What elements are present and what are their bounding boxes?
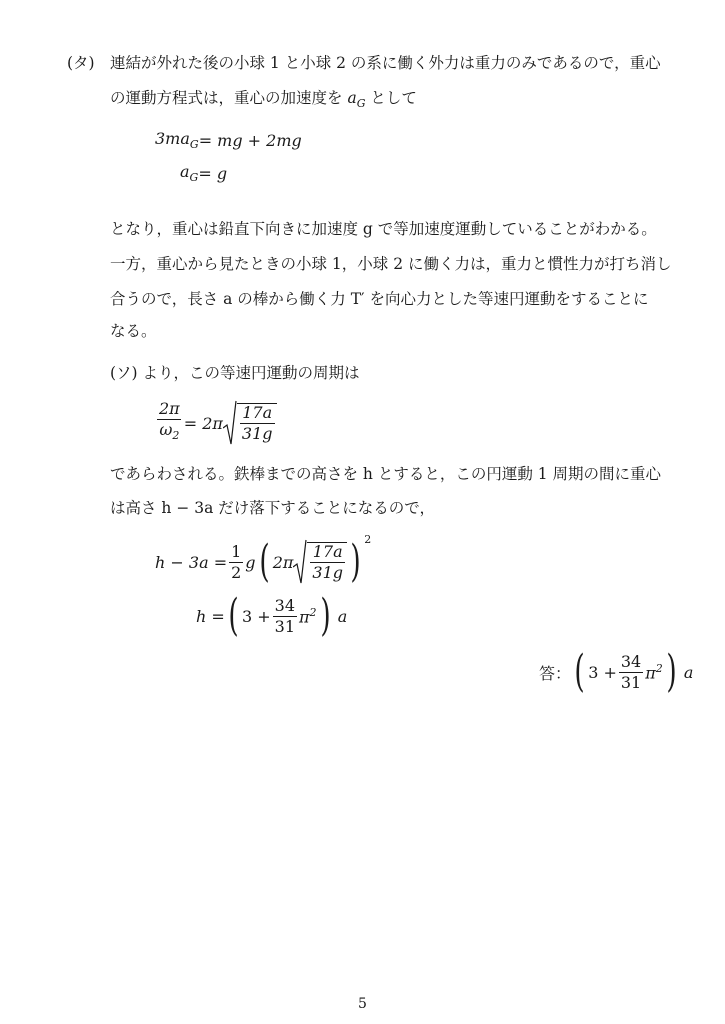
so-line-2: は高さ h − 3a だけ落下することになるので， bbox=[110, 499, 435, 517]
equation-acceleration: $a_G$ = g bbox=[180, 161, 228, 185]
page-number: 5 bbox=[358, 996, 367, 1012]
ta-line-2-text: の運動方程式は，重心の加速度を bbox=[110, 89, 343, 107]
equation-height-drop: h − 3a = $\frac{1}{2}$ g ( 2π $\frac{17a}{31g}$ ) $^2$ bbox=[155, 533, 372, 587]
final-answer: 答： ( 3 + $\frac{34}{31}$ $\pi^2$ ) a bbox=[539, 646, 694, 697]
so-line-1: であらわされる。鉄棒までの高さを h とすると，この円運動 1 周期の間に重心 bbox=[110, 465, 662, 483]
ta-line-2-after: として bbox=[365, 89, 417, 107]
equation-center-of-mass: $3ma_G$ = mg + 2mg bbox=[155, 128, 302, 152]
ta-para-2: 一方，重心から見たときの小球 1，小球 2 に働く力は，重力と慣性力が打ち消し bbox=[110, 255, 672, 273]
sqrt-symbol: $\frac{17a}{31g}$ bbox=[223, 400, 277, 446]
question-marker-ta: (タ) bbox=[67, 54, 95, 72]
ta-para-3: 合うので，長さ a の棒から働く力 T′ を向心力とした等速円運動をすることに bbox=[110, 290, 649, 308]
ta-line-2 bbox=[110, 87, 417, 115]
ta-para-4: なる。 bbox=[110, 322, 157, 340]
equation-period: $\frac{2\pi}{\omega_2}$ = 2π $\frac{17a}{31g}$ bbox=[155, 398, 277, 448]
ta-line-1: 連結が外れた後の小球 1 と小球 2 の系に働く外力は重力のみであるので，重心 bbox=[110, 54, 661, 72]
ta-accel-var: $a_G$ bbox=[347, 89, 366, 111]
so-intro: (ソ) より，この等速円運動の周期は bbox=[110, 364, 360, 382]
equation-height-result: h = ( 3 + $\frac{34}{31}$ $\pi^2$ ) a bbox=[196, 590, 348, 641]
sqrt-symbol: $\frac{17a}{31g}$ bbox=[293, 539, 347, 585]
answer-label: 答： bbox=[539, 663, 572, 683]
ta-para-1: となり，重心は鉛直下向きに加速度 g で等加速度運動していることがわかる。 bbox=[110, 220, 657, 238]
period-fraction: $\frac{2\pi}{\omega_2}$ bbox=[157, 400, 182, 445]
